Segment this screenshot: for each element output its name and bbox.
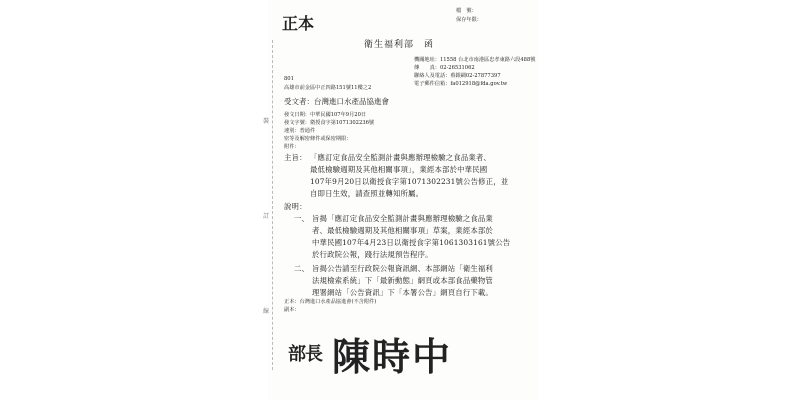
doc-security: 密等及解密條件或保密期限： xyxy=(284,136,352,142)
doc-speed: 速別：普通件 xyxy=(284,128,316,134)
explanation-line: 旨揭公告請至行政院公報資訊網、本部網站「衛生福利 xyxy=(312,264,493,273)
explanation-line: 者、最低檢驗週期及其他相關事項」草案，業經本部於 xyxy=(312,226,493,235)
subject-label: 主旨： xyxy=(284,153,307,162)
signature-name: 陳時中 xyxy=(332,334,453,379)
recipient-postal-code: 801 xyxy=(284,76,294,82)
subject-line: 「應訂定食品安全監測計畫與應辦理檢驗之食品業者、 xyxy=(310,153,491,162)
official-copy-mark: 正本 xyxy=(282,14,315,33)
issuer-contact: 聯絡人及電話：蔡銀綢02-27877397 xyxy=(414,73,501,79)
binding-mark-2: 訂 xyxy=(263,213,270,220)
cc-recipient: 副本： xyxy=(284,307,300,313)
explanation-item-marker: 二、 xyxy=(294,264,310,273)
explanation-line: 於行政院公報，踐行法規預告程序。 xyxy=(312,250,433,259)
subject-line: 107年9月20日以衛授食字第1071302231號公告修正，並 xyxy=(310,177,509,186)
file-no-label: 檔 號： xyxy=(456,8,477,14)
doc-number: 發文字號：衛授食字第1071302236號 xyxy=(284,120,375,126)
minister-signature xyxy=(288,322,458,378)
explanation-line: 中華民國107年4月23日以衛授食字第1061303161號公告 xyxy=(312,238,511,247)
binding-line xyxy=(272,40,273,370)
agency-title: 衛生福利部 函 xyxy=(364,40,435,50)
recipient-to: 受文者：台灣進口水產品協進會 xyxy=(284,97,389,106)
retention-label: 保存年限： xyxy=(456,17,482,23)
subject-line: 最低檢驗週期及其他相關事項」，業經本部於中華民國 xyxy=(310,165,488,174)
explanation-line: 法規檢索系統」下「最新動態」網頁或本部食品藥物管 xyxy=(312,276,493,285)
subject-line: 自即日生效，請查照並轉知所屬。 xyxy=(310,189,424,198)
main-recipient: 正本：台灣進口水產品協進會(不含附件) xyxy=(284,299,377,305)
explanation-line: 旨揭「應訂定食品安全監測計畫與應辦理檢驗之食品業 xyxy=(312,214,493,223)
explanation-item-marker: 一、 xyxy=(294,214,310,223)
explanation-label: 說明： xyxy=(284,202,307,211)
recipient-address: 高雄市前金區中正四路151號11樓之2 xyxy=(284,85,372,91)
doc-attachment: 附件： xyxy=(284,144,300,150)
explanation-line: 理署網站「公告資訊」下「本署公告」網頁自行下載。 xyxy=(312,288,493,297)
issuer-address: 機關地址：11558 台北市南港區忠孝東路六段488號 xyxy=(414,57,536,63)
doc-date: 發文日期：中華民國107年9月20日 xyxy=(284,112,367,118)
binding-mark-3: 線 xyxy=(263,308,270,315)
binding-mark-1: 裝 xyxy=(263,118,270,125)
signature-title: 部長 xyxy=(288,344,322,365)
issuer-fax: 傳 真：02-26531062 xyxy=(414,65,475,71)
issuer-email: 電子郵件信箱：fa012918@fda.gov.tw xyxy=(414,81,508,87)
